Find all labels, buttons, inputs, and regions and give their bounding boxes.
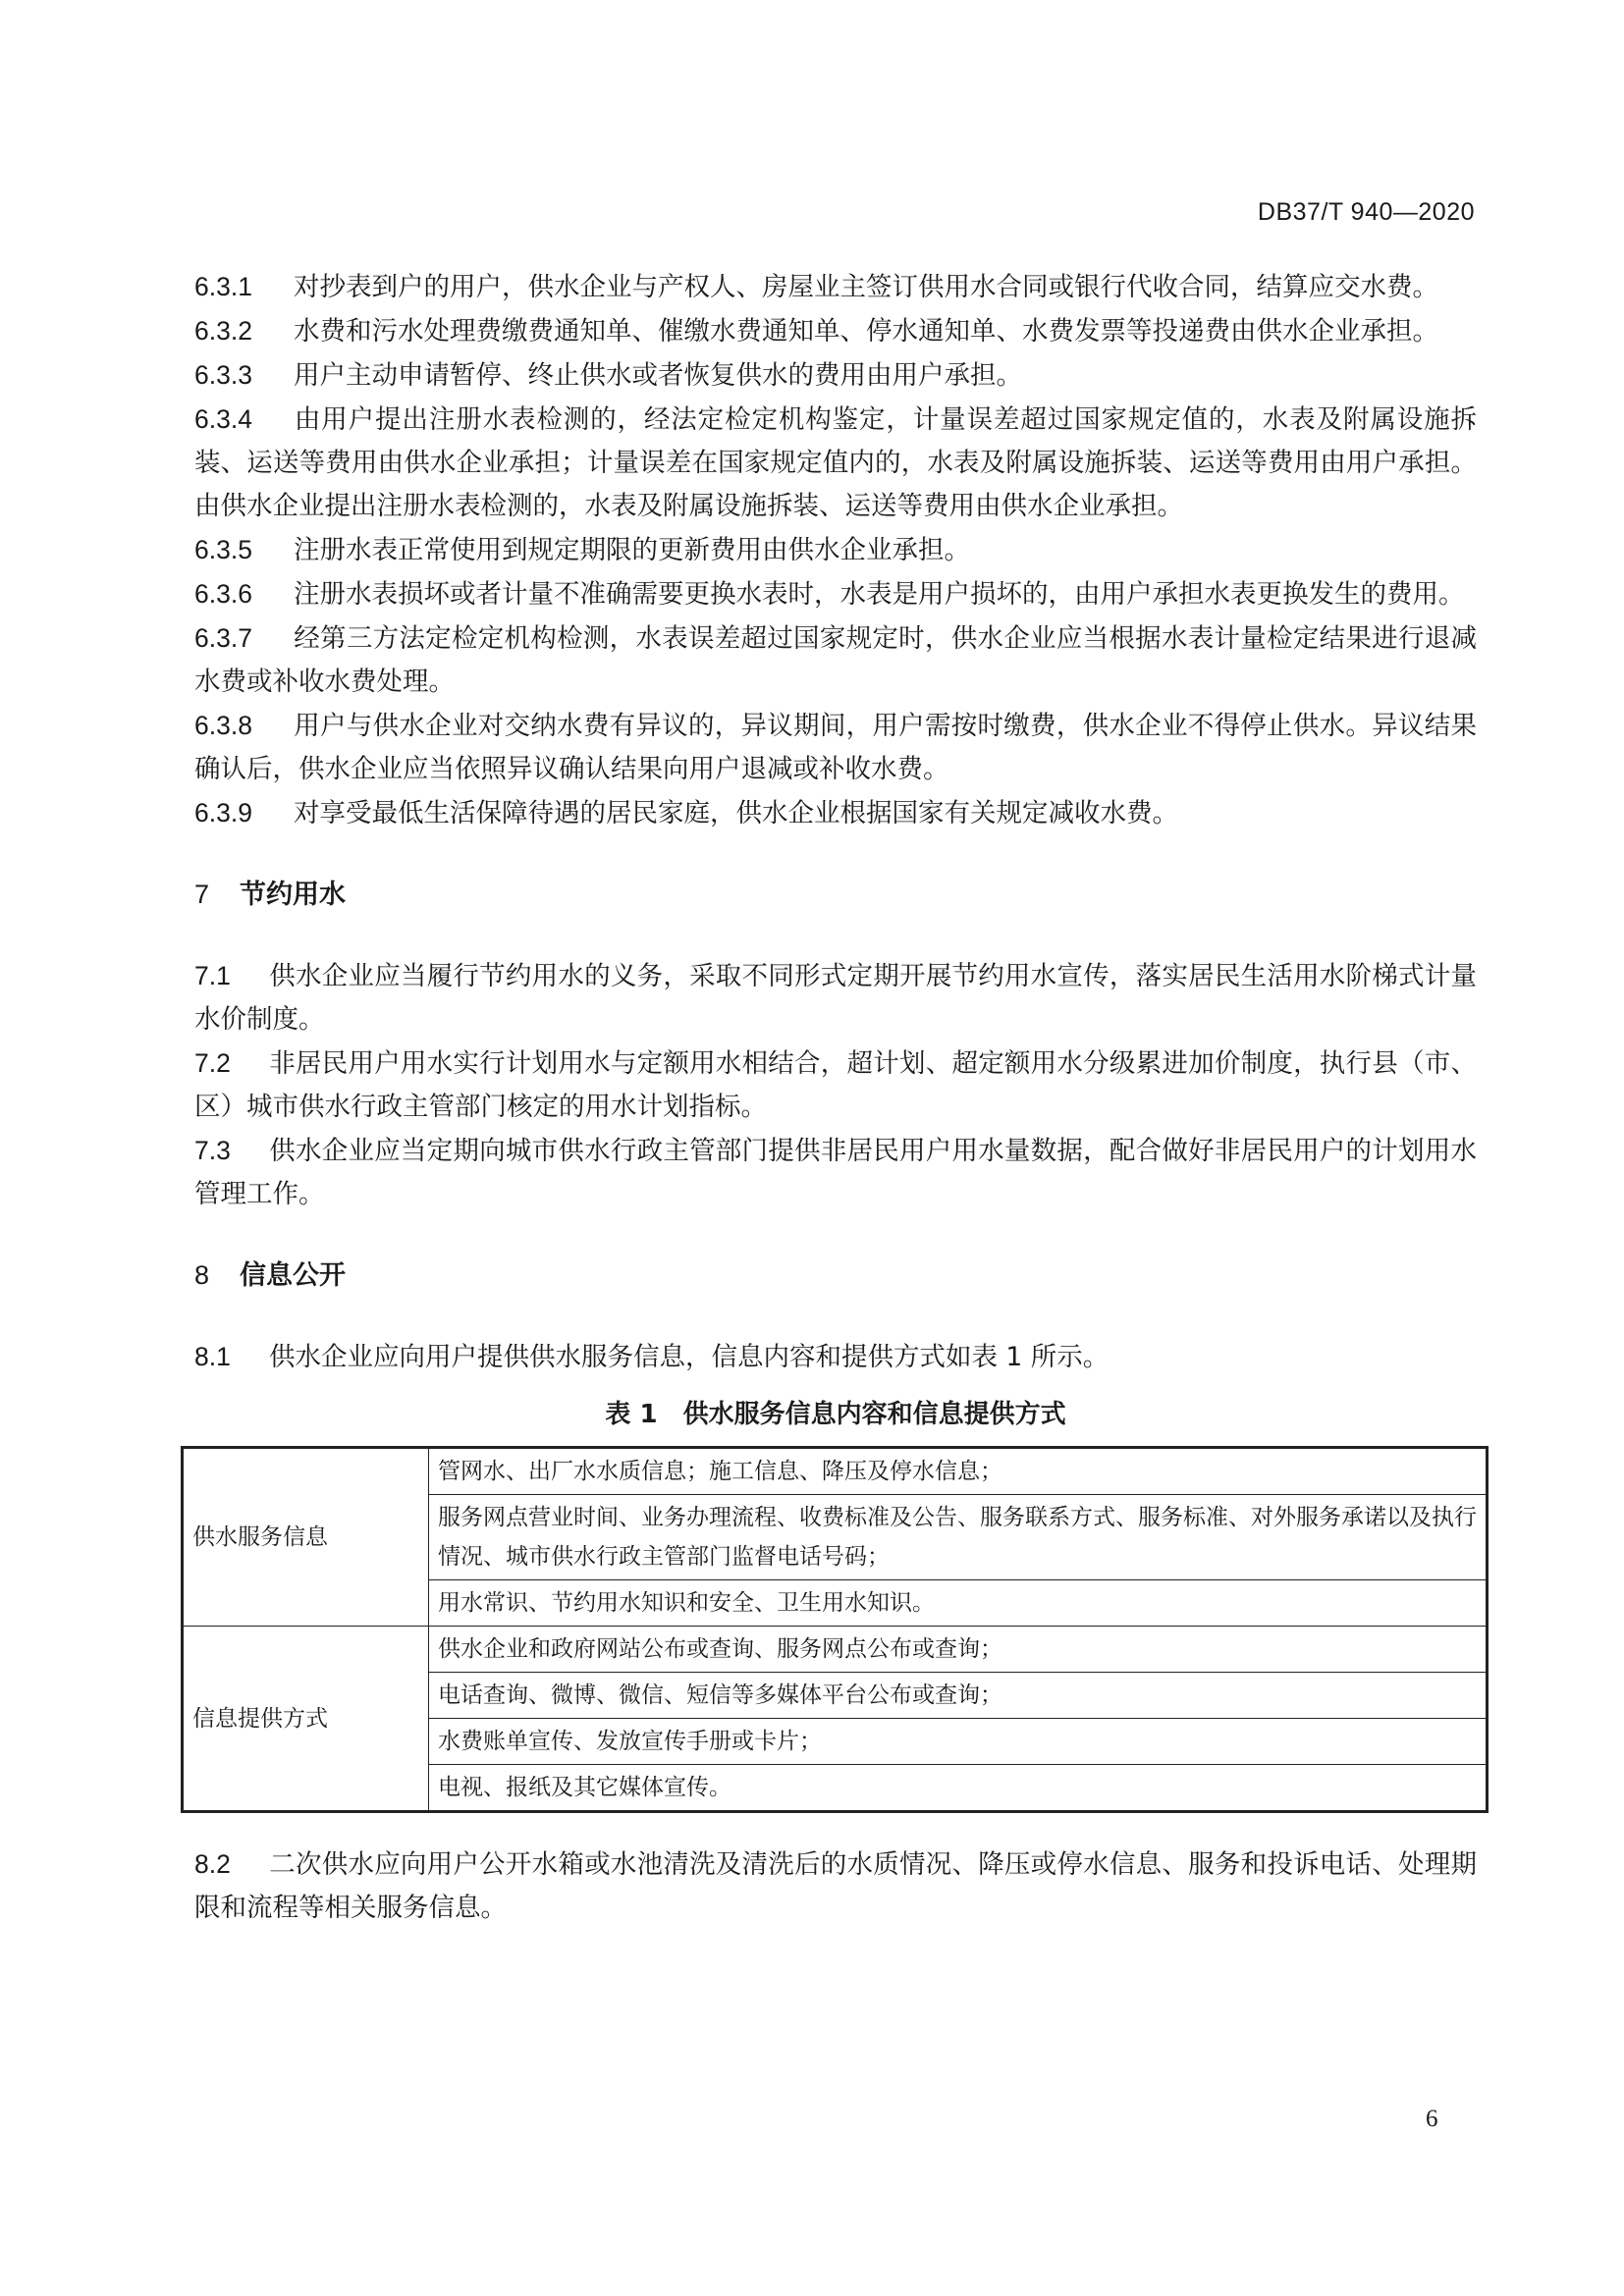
clause-number: 6.3.5	[194, 535, 252, 564]
table-category-cell: 供水服务信息	[183, 1448, 429, 1627]
clause-text: 用户与供水企业对交纳水费有异议的，异议期间，用户需按时缴费，供水企业不得停止供水。异议结果确认后，供水企业应当依照异议确认结果向用户退减或补收水费。	[194, 711, 1477, 784]
clause-number: 7.3	[194, 1136, 231, 1165]
clause-number: 6.3.4	[194, 404, 252, 434]
clause-text: 水费和污水处理费缴费通知单、催缴水费通知单、停水通知单、水费发票等投递费由供水企业承担。	[294, 316, 1438, 347]
clause-text: 供水企业应当定期向城市供水行政主管部门提供非居民用户用水量数据，配合做好非居民用户的计划用水管理工作。	[194, 1136, 1477, 1209]
table-row	[183, 1627, 1488, 1673]
clause-number: 6.3.6	[194, 579, 252, 609]
clause-text: 供水企业应向用户提供供水服务信息，信息内容和提供方式如表 1 所示。	[269, 1342, 1110, 1372]
clause-number: 8.2	[194, 1849, 231, 1879]
clause-6-3-4	[194, 398, 1477, 528]
clause-text: 对抄表到户的用户，供水企业与产权人、房屋业主签订供用水合同或银行代收合同，结算应交水费。	[294, 272, 1438, 302]
clause-7-3	[194, 1129, 1477, 1216]
spacer	[194, 1216, 1477, 1254]
clause-text: 注册水表损坏或者计量不准确需要更换水表时，水表是用户损坏的，由用户承担水表更换发生的费用。	[294, 579, 1465, 610]
table-category-cell: 信息提供方式	[183, 1627, 429, 1812]
clause-number: 8.1	[194, 1342, 231, 1371]
clause-number: 7.1	[194, 961, 231, 990]
clause-8-1	[194, 1335, 1477, 1379]
clause-text: 非居民用户用水实行计划用水与定额用水相结合，超计划、超定额用水分级累进加价制度，执行县（市、区）城市供水行政主管部门核定的用水计划指标。	[194, 1048, 1477, 1122]
table-cell: 管网水、出厂水水质信息；施工信息、降压及停水信息；	[429, 1448, 1488, 1495]
section-7-heading	[194, 873, 1477, 917]
clause-7-2	[194, 1041, 1477, 1129]
clause-text: 对享受最低生活保障待遇的居民家庭，供水企业根据国家有关规定减收水费。	[294, 798, 1178, 828]
section-number: 7	[194, 880, 210, 909]
clause-number: 7.2	[194, 1048, 231, 1078]
section-number: 8	[194, 1260, 210, 1290]
section-title: 信息公开	[240, 1260, 346, 1291]
clause-number: 6.3.3	[194, 360, 252, 390]
table-cell: 供水企业和政府网站公布或查询、服务网点公布或查询；	[429, 1627, 1488, 1673]
clause-number: 6.3.7	[194, 623, 252, 653]
clause-text: 用户主动申请暂停、终止供水或者恢复供水的费用由用户承担。	[294, 360, 1022, 391]
clause-number: 6.3.9	[194, 798, 252, 828]
clause-text: 供水企业应当履行节约用水的义务，采取不同形式定期开展节约用水宣传，落实居民生活用水阶梯式计量水价制度。	[194, 961, 1477, 1035]
clause-text: 注册水表正常使用到规定期限的更新费用由供水企业承担。	[294, 535, 970, 565]
clause-text: 由用户提出注册水表检测的，经法定检定机构鉴定，计量误差超过国家规定值的，水表及附属设施拆装、运送等费用由供水企业承担；计量误差在国家规定值内的，水表及附属设施拆装、运送等费用由用户承担。由供水企业提出注册水表检测的，水表及附属设施拆装、运送等费用由供水企业承担。	[194, 404, 1477, 521]
table-row	[183, 1448, 1488, 1495]
clause-number: 6.3.2	[194, 316, 252, 346]
page-number: 6	[1426, 2106, 1438, 2132]
table-cell: 用水常识、节约用水知识和安全、卫生用水知识。	[429, 1580, 1488, 1627]
page-content	[194, 265, 1477, 1930]
clause-6-3-7	[194, 616, 1477, 704]
spacer	[194, 835, 1477, 873]
document-code: DB37/T 940—2020	[1257, 198, 1475, 226]
clause-6-3-5	[194, 528, 1477, 572]
clause-number: 6.3.1	[194, 272, 252, 301]
clause-text: 二次供水应向用户公开水箱或水池清洗及清洗后的水质情况、降压或停水信息、服务和投诉电话、处理期限和流程等相关服务信息。	[194, 1849, 1477, 1923]
clause-8-2	[194, 1842, 1477, 1930]
clause-number: 6.3.8	[194, 711, 252, 740]
table-title: 表 1 供水服务信息内容和信息提供方式	[605, 1400, 1066, 1429]
info-table	[181, 1446, 1489, 1813]
clause-6-3-3	[194, 353, 1477, 398]
spacer	[194, 917, 1477, 954]
spacer	[194, 1813, 1477, 1842]
clause-7-1	[194, 954, 1477, 1041]
spacer	[194, 1298, 1477, 1335]
table-cell: 水费账单宣传、发放宣传手册或卡片；	[429, 1719, 1488, 1765]
clause-text: 经第三方法定检定机构检测，水表误差超过国家规定时，供水企业应当根据水表计量检定结果进行退减水费或补收水费处理。	[194, 623, 1477, 697]
clause-6-3-9	[194, 791, 1477, 835]
clause-6-3-1	[194, 265, 1477, 309]
table-cell: 电话查询、微博、微信、短信等多媒体平台公布或查询；	[429, 1673, 1488, 1719]
table-cell: 电视、报纸及其它媒体宣传。	[429, 1765, 1488, 1812]
clause-6-3-2	[194, 309, 1477, 353]
clause-6-3-8	[194, 704, 1477, 791]
table-cell: 服务网点营业时间、业务办理流程、收费标准及公告、服务联系方式、服务标准、对外服务承诺以及执行情况、城市供水行政主管部门监督电话号码；	[429, 1495, 1488, 1580]
clause-6-3-6	[194, 572, 1477, 616]
section-8-heading	[194, 1254, 1477, 1298]
section-title: 节约用水	[240, 880, 346, 910]
